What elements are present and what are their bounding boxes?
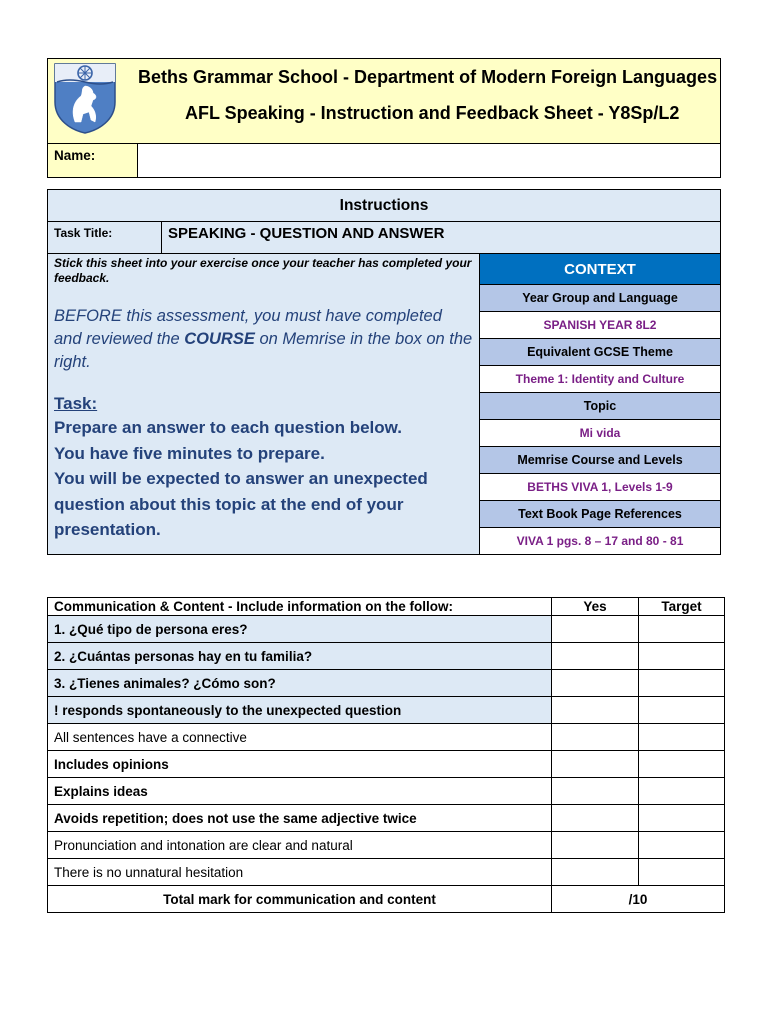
- table-row: [48, 778, 725, 805]
- context-label: Equivalent GCSE Theme: [480, 339, 721, 366]
- yes-cell[interactable]: [552, 751, 639, 778]
- yes-cell[interactable]: [552, 859, 639, 886]
- school-crest-icon: [53, 62, 117, 134]
- task-title-value: SPEAKING - QUESTION AND ANSWER: [162, 222, 721, 254]
- context-value: Theme 1: Identity and Culture: [480, 366, 721, 393]
- context-label: Text Book Page References: [480, 501, 721, 528]
- col-yes-header: Yes: [552, 598, 639, 616]
- sheet-title: AFL Speaking - Instruction and Feedback Sheet - Y8Sp/L2: [185, 103, 680, 123]
- context-label: Year Group and Language: [480, 285, 721, 312]
- criterion-text: There is no unnatural hesitation: [48, 859, 552, 886]
- yes-cell[interactable]: [552, 643, 639, 670]
- target-cell[interactable]: [639, 724, 725, 751]
- target-cell[interactable]: [639, 805, 725, 832]
- total-mark[interactable]: /10: [552, 886, 725, 913]
- instructions-block: [47, 189, 721, 557]
- total-label: Total mark for communication and content: [48, 886, 552, 913]
- task-heading: Task:: [54, 394, 98, 413]
- context-heading: CONTEXT: [480, 254, 721, 285]
- yes-cell[interactable]: [552, 724, 639, 751]
- criterion-text: 3. ¿Tienes animales? ¿Cómo son?: [48, 670, 552, 697]
- criterion-text: 1. ¿Qué tipo de persona eres?: [48, 616, 552, 643]
- criterion-text: Pronunciation and intonation are clear and natural: [48, 832, 552, 859]
- criterion-text: Avoids repetition; does not use the same adjective twice: [48, 805, 552, 832]
- context-value: BETHS VIVA 1, Levels 1-9: [480, 474, 721, 501]
- table-row: [48, 724, 725, 751]
- target-cell[interactable]: [639, 778, 725, 805]
- table-row: [48, 643, 725, 670]
- context-value: Mi vida: [480, 420, 721, 447]
- context-value: VIVA 1 pgs. 8 – 17 and 80 - 81: [480, 528, 721, 555]
- yes-cell[interactable]: [552, 616, 639, 643]
- total-row: [48, 886, 725, 913]
- criterion-text: Includes opinions: [48, 751, 552, 778]
- target-cell[interactable]: [639, 697, 725, 724]
- criteria-table: [47, 597, 725, 910]
- col-target-header: Target: [639, 598, 725, 616]
- task-title-label: Task Title:: [48, 222, 162, 254]
- target-cell[interactable]: [639, 670, 725, 697]
- stick-note: Stick this sheet into your exercise once your teacher has completed your feedback.: [54, 256, 472, 285]
- yes-cell[interactable]: [552, 697, 639, 724]
- header-title-cell: [48, 59, 721, 144]
- header-block: [47, 58, 721, 178]
- target-cell[interactable]: [639, 832, 725, 859]
- table-row: [48, 616, 725, 643]
- name-field[interactable]: [138, 144, 721, 178]
- criteria-header: Communication & Content - Include information on the follow:: [48, 598, 552, 616]
- criterion-text: All sentences have a connective: [48, 724, 552, 751]
- target-cell[interactable]: [639, 751, 725, 778]
- task-line: You have five minutes to prepare.: [54, 443, 325, 463]
- task-line: Prepare an answer to each question below.: [54, 418, 402, 437]
- target-cell[interactable]: [639, 616, 725, 643]
- criterion-text: Explains ideas: [48, 778, 552, 805]
- table-row: [48, 805, 725, 832]
- table-row: [48, 859, 725, 886]
- instructions-heading: Instructions: [48, 190, 721, 222]
- criterion-text: 2. ¿Cuántas personas hay en tu familia?: [48, 643, 552, 670]
- yes-cell[interactable]: [552, 832, 639, 859]
- context-value: SPANISH YEAR 8L2: [480, 312, 721, 339]
- table-row: [48, 832, 725, 859]
- criterion-text: ! responds spontaneously to the unexpected question: [48, 697, 552, 724]
- context-label: Memrise Course and Levels: [480, 447, 721, 474]
- table-row: [48, 751, 725, 778]
- school-name: Beths Grammar School - Department of Modern Foreign Languages: [138, 67, 718, 87]
- target-cell[interactable]: [639, 643, 725, 670]
- name-label: Name:: [48, 144, 138, 178]
- table-row: [48, 670, 725, 697]
- context-label: Topic: [480, 393, 721, 420]
- yes-cell[interactable]: [552, 670, 639, 697]
- yes-cell[interactable]: [552, 778, 639, 805]
- table-row: [48, 697, 725, 724]
- instructions-body: [48, 254, 480, 555]
- before-note: BEFORE this assessment, you must have completed and reviewed the COURSE on Memrise in the box on the right.: [54, 307, 473, 371]
- task-line: You will be expected to answer an unexpected question about this topic at the end of your presentation.: [54, 469, 428, 539]
- yes-cell[interactable]: [552, 805, 639, 832]
- target-cell[interactable]: [639, 859, 725, 886]
